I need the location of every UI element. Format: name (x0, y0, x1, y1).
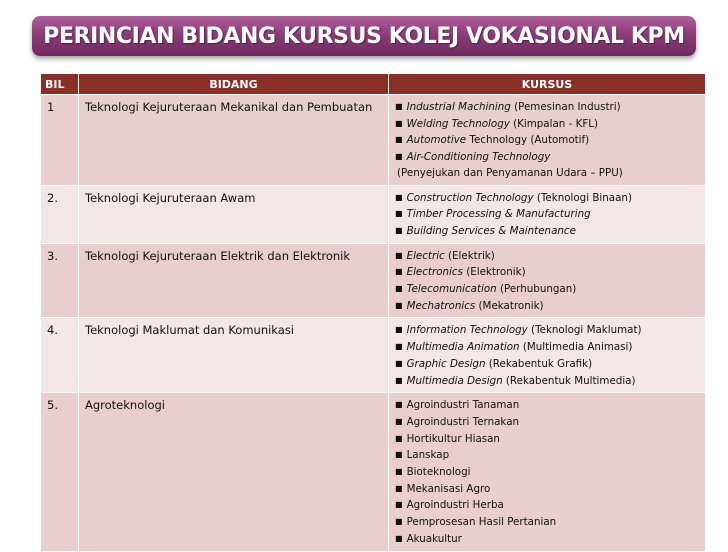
course-malay-name: Technology (Automotif) (466, 134, 590, 147)
course-item (395, 447, 701, 464)
course-item (395, 497, 701, 514)
course-item (395, 248, 701, 265)
course-english-name: Building Services & Maintenance (406, 224, 576, 237)
square-bullet-icon: ■ (395, 225, 403, 235)
square-bullet-icon: ■ (395, 467, 403, 477)
course-item (395, 356, 701, 373)
course-list-cell (389, 393, 706, 551)
header-bil: BIL (41, 74, 79, 95)
table-body (41, 95, 706, 552)
course-item-continuation: (Penyejukan dan Penyamanan Udara – PPU) (397, 166, 623, 179)
course-english-name: Industrial Machining (406, 101, 511, 113)
course-malay-name: (Elektronik) (462, 266, 526, 279)
course-malay-name: Akuakultur (406, 532, 462, 545)
course-list (395, 397, 701, 547)
course-english-name: Air-Conditioning Technology (406, 151, 551, 164)
course-malay-name: Pemprosesan Hasil Pertanian (406, 516, 557, 529)
field-name: Teknologi Kejuruteraan Mekanikal dan Pembuatan (79, 95, 389, 186)
square-bullet-icon: ■ (395, 267, 403, 277)
course-item (395, 298, 701, 315)
course-item (395, 99, 701, 116)
course-malay-name: (Rekabentuk Grafik) (485, 357, 593, 370)
square-bullet-icon: ■ (395, 358, 403, 368)
course-english-name: Automotive (406, 134, 467, 147)
square-bullet-icon: ■ (395, 209, 403, 219)
course-item (395, 281, 701, 298)
course-malay-name: (Pemesinan Industri) (510, 101, 621, 113)
square-bullet-icon: ■ (395, 135, 403, 145)
table-row (41, 185, 706, 243)
square-bullet-icon: ■ (395, 325, 403, 335)
table-row (41, 243, 706, 318)
table-header-row (41, 74, 706, 95)
course-malay-name: Agroindustri Tanaman (406, 399, 520, 412)
course-english-name: Multimedia Animation (406, 341, 520, 354)
square-bullet-icon: ■ (395, 300, 403, 310)
square-bullet-icon: ■ (395, 118, 403, 128)
course-list (395, 322, 701, 389)
course-malay-name: (Teknologi Binaan) (533, 191, 632, 204)
square-bullet-icon: ■ (395, 375, 403, 385)
course-english-name: Timber Processing & Manufacturing (406, 208, 591, 221)
table-row (41, 95, 706, 186)
course-item (395, 531, 701, 548)
title-banner (32, 16, 696, 56)
course-malay-name: Mekanisasi Agro (406, 482, 491, 495)
field-name: Teknologi Kejuruteraan Awam (79, 185, 389, 243)
course-item (395, 190, 701, 207)
square-bullet-icon: ■ (395, 433, 403, 443)
row-number: 2. (41, 185, 79, 243)
course-item (395, 373, 701, 390)
course-list (395, 190, 701, 240)
course-english-name: Information Technology (406, 324, 528, 337)
square-bullet-icon: ■ (395, 483, 403, 493)
course-item (395, 206, 701, 223)
course-malay-name: Agroindustri Herba (406, 499, 504, 512)
course-english-name: Construction Technology (406, 191, 534, 204)
header-bidang: BIDANG (79, 74, 389, 95)
course-item (395, 132, 701, 149)
course-english-name: Electronics (406, 266, 463, 279)
course-malay-name: (Elektrik) (444, 249, 495, 262)
course-item (395, 414, 701, 431)
course-malay-name: Bioteknologi (406, 466, 471, 479)
course-item (395, 322, 701, 339)
course-english-name: Graphic Design (406, 357, 486, 370)
table-row (41, 393, 706, 551)
row-number: 3. (41, 243, 79, 318)
course-item (395, 464, 701, 481)
course-item (395, 116, 701, 133)
course-malay-name: (Rekabentuk Multimedia) (502, 374, 636, 387)
header-kursus: KURSUS (389, 74, 706, 95)
course-english-name: Mechatronics (406, 299, 476, 312)
field-name: Teknologi Maklumat dan Komunikasi (79, 318, 389, 393)
course-item (395, 264, 701, 281)
course-malay-name: (Mekatronik) (475, 299, 544, 312)
field-name: Agroteknologi (79, 393, 389, 551)
square-bullet-icon: ■ (395, 416, 403, 426)
course-table (40, 73, 706, 552)
square-bullet-icon: ■ (395, 342, 403, 352)
square-bullet-icon: ■ (395, 450, 403, 460)
course-item (395, 149, 701, 166)
square-bullet-icon: ■ (395, 102, 403, 111)
field-name: Teknologi Kejuruteraan Elektrik dan Elektronik (79, 243, 389, 318)
course-english-name: Electric (406, 249, 445, 262)
course-item (395, 223, 701, 240)
course-malay-name: Hortikultur Hiasan (406, 432, 500, 445)
square-bullet-icon: ■ (395, 152, 403, 162)
square-bullet-icon: ■ (395, 400, 403, 410)
course-item (395, 514, 701, 531)
course-english-name: Welding Technology (406, 117, 510, 130)
square-bullet-icon: ■ (395, 500, 403, 510)
square-bullet-icon: ■ (395, 192, 403, 202)
square-bullet-icon: ■ (395, 284, 403, 294)
course-malay-name: (Perhubungan) (496, 283, 577, 296)
course-item (395, 339, 701, 356)
square-bullet-icon: ■ (395, 250, 403, 260)
course-item (395, 397, 701, 414)
row-number: 5. (41, 393, 79, 551)
course-english-name: Multimedia Design (406, 374, 503, 387)
course-item (395, 431, 701, 448)
course-malay-name: (Multimedia Animasi) (519, 341, 633, 354)
course-malay-name: Lanskap (406, 449, 450, 462)
course-malay-name: (Teknologi Maklumat) (527, 324, 642, 337)
course-list-cell (389, 185, 706, 243)
square-bullet-icon: ■ (395, 517, 403, 527)
course-english-name: Telecomunication (406, 283, 497, 296)
course-list (395, 248, 701, 315)
course-list-cell (389, 243, 706, 318)
course-item (395, 481, 701, 498)
course-list-cell (389, 95, 706, 186)
row-number: 4. (41, 318, 79, 393)
page-title: PERINCIAN BIDANG KURSUS KOLEJ VOKASIONAL KPM (43, 23, 685, 49)
course-list (395, 99, 701, 182)
course-malay-name: Agroindustri Ternakan (406, 415, 520, 428)
square-bullet-icon: ■ (395, 533, 403, 543)
course-list-cell (389, 318, 706, 393)
course-malay-name: (Kimpalan - KFL) (509, 117, 598, 130)
table-row (41, 318, 706, 393)
row-number: 1 (41, 95, 79, 186)
